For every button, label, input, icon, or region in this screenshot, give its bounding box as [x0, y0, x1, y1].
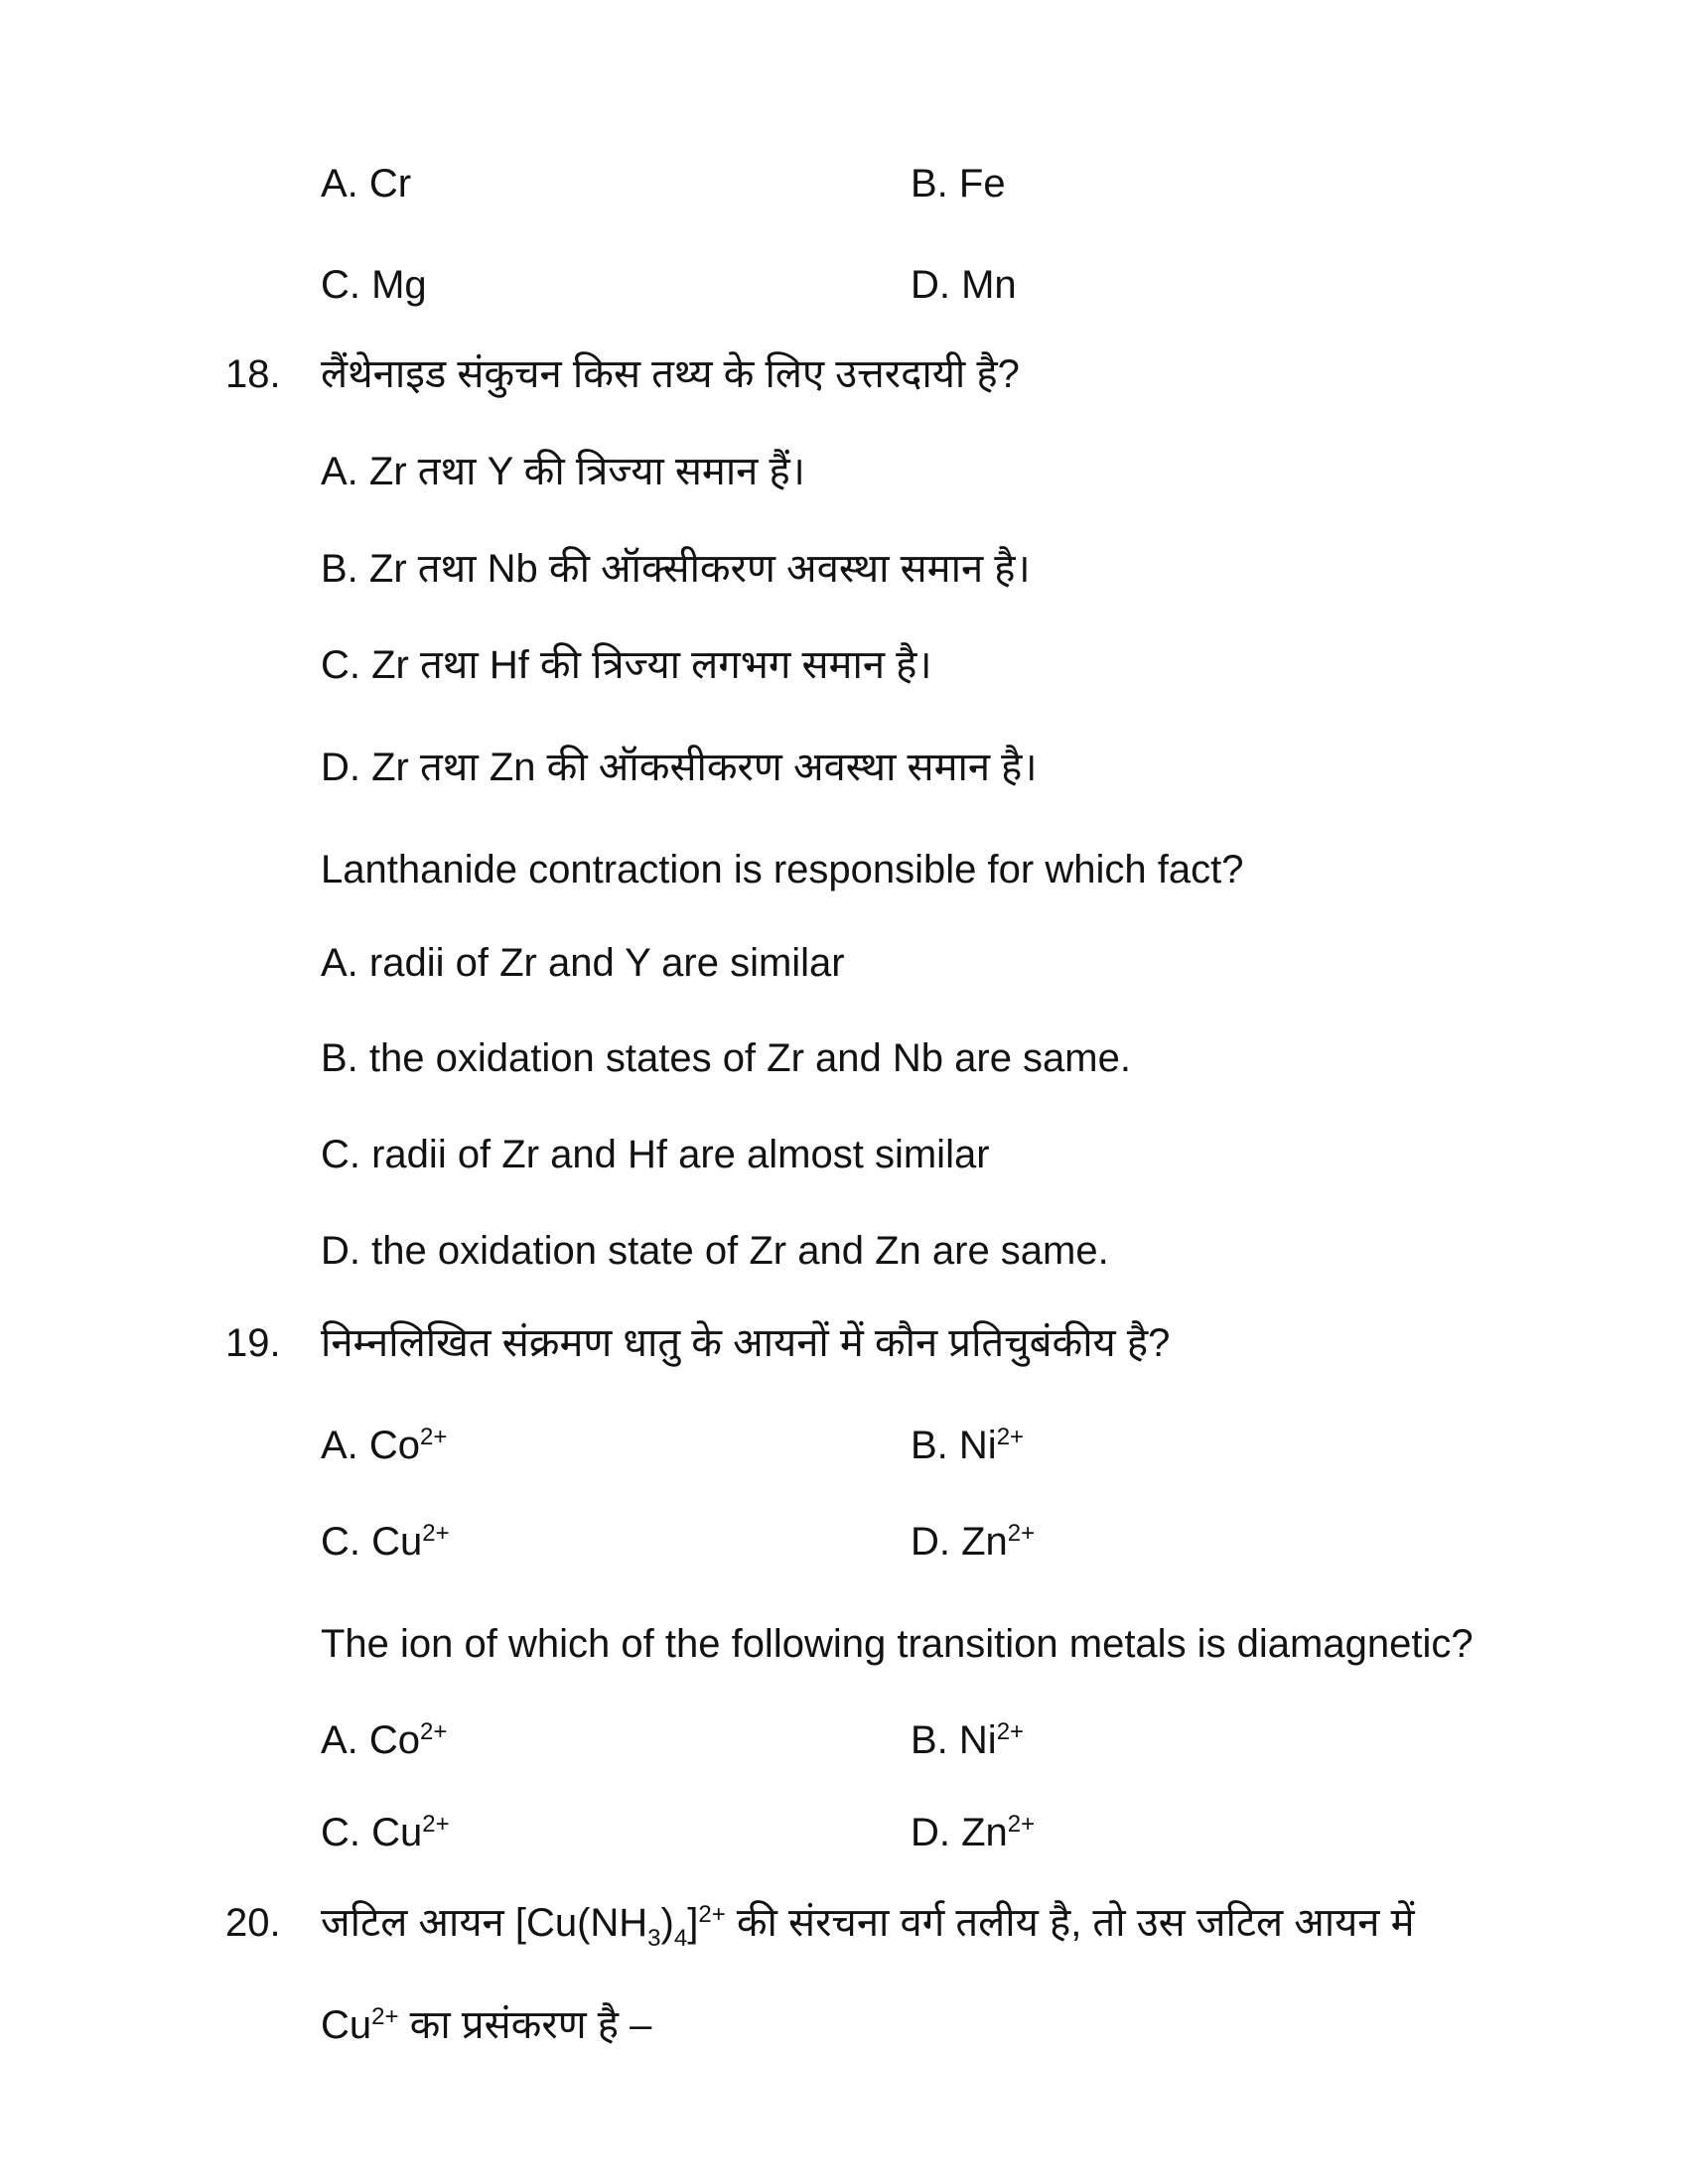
prev-option-d: D. Mn: [911, 263, 1017, 307]
q20-formula-part: [Cu(NH: [514, 1901, 648, 1945]
q20-formula-subscript: 4: [673, 1925, 688, 1952]
q19-option-d-base: D. Zn: [911, 1520, 1008, 1564]
q20-complex-ion-formula: [514, 1901, 726, 1952]
q19-en-option-d-charge: 2+: [1007, 1811, 1036, 1838]
q20-question-text: [321, 1898, 1415, 1952]
q19-option-d: [911, 1517, 1035, 1567]
q19-en-option-c-charge: 2+: [422, 1811, 450, 1838]
q20-cu-symbol: Cu: [321, 2003, 372, 2047]
q18-option-a-english: A. radii of Zr and Y are similar: [321, 941, 845, 985]
q20-line2-rest: का प्रसंकरण है –: [398, 2003, 652, 2047]
q19-en-option-b: [911, 1715, 1024, 1765]
q18-number: 18.: [225, 352, 281, 396]
q19-en-option-a-base: A. Co: [321, 1718, 421, 1762]
q20-text-post: की संरचना वर्ग तलीय है, तो उस जटिल आयन में: [725, 1901, 1415, 1945]
q19-en-option-d: [911, 1808, 1035, 1857]
q20-text-pre: जटिल आयन: [321, 1901, 515, 1945]
q19-en-option-c-base: C. Cu: [321, 1811, 423, 1854]
q18-option-d-english: D. the oxidation state of Zr and Zn are same.: [321, 1229, 1109, 1273]
q19-en-option-b-base: B. Ni: [911, 1718, 997, 1762]
q18-option-b-hindi: B. Zr तथा Nb की ऑक्सीकरण अवस्था समान है।: [321, 547, 1031, 591]
q19-option-c-charge: 2+: [422, 1520, 450, 1547]
q19-option-a: [321, 1421, 447, 1470]
q19-question-english: The ion of which of the following transition metals is diamagnetic?: [321, 1622, 1474, 1666]
q18-option-a-hindi: A. Zr तथा Y की त्रिज्या समान हैं।: [321, 450, 805, 493]
q19-option-d-charge: 2+: [1007, 1520, 1036, 1547]
prev-option-c: C. Mg: [321, 263, 427, 307]
q19-question-hindi: निम्नलिखित संक्रमण धातु के आयनों में कौन प्रतिचुबंकीय है?: [321, 1321, 1171, 1365]
q19-option-b-base: B. Ni: [911, 1424, 997, 1467]
q18-option-c-english: C. radii of Zr and Hf are almost similar: [321, 1133, 990, 1176]
q18-option-c-hindi: C. Zr तथा Hf की त्रिज्या लगभग समान है।: [321, 643, 932, 687]
prev-option-a: A. Cr: [321, 162, 412, 205]
q19-option-c: [321, 1517, 450, 1567]
q19-en-option-d-base: D. Zn: [911, 1811, 1008, 1854]
q19-en-option-a-charge: 2+: [420, 1718, 448, 1745]
q20-formula-part: ): [660, 1901, 674, 1945]
q19-number: 19.: [225, 1321, 281, 1365]
q19-option-a-charge: 2+: [420, 1424, 448, 1450]
q19-en-option-c: [321, 1808, 450, 1857]
q19-option-a-base: A. Co: [321, 1424, 421, 1467]
q19-en-option-b-charge: 2+: [996, 1718, 1025, 1745]
q19-option-b-charge: 2+: [996, 1424, 1025, 1450]
q18-option-b-english: B. the oxidation states of Zr and Nb are same.: [321, 1036, 1131, 1080]
q20-formula-charge: 2+: [698, 1901, 726, 1928]
q20-line2: [321, 2000, 651, 2050]
prev-option-b: B. Fe: [911, 162, 1006, 205]
q20-formula-part: ]: [687, 1901, 699, 1945]
q18-question-english: Lanthanide contraction is responsible for which fact?: [321, 848, 1244, 891]
q19-option-b: [911, 1421, 1024, 1470]
q20-cu-charge: 2+: [371, 2003, 399, 2030]
q18-question-hindi: लैंथेनाइड संकुचन किस तथ्य के लिए उत्तरदायी है?: [321, 352, 1020, 396]
q20-number: 20.: [225, 1901, 281, 1945]
q19-en-option-a: [321, 1715, 447, 1765]
q18-option-d-hindi: D. Zr तथा Zn की ऑकसीकरण अवस्था समान है।: [321, 746, 1038, 789]
q20-formula-subscript: 3: [647, 1925, 661, 1952]
q19-option-c-base: C. Cu: [321, 1520, 423, 1564]
